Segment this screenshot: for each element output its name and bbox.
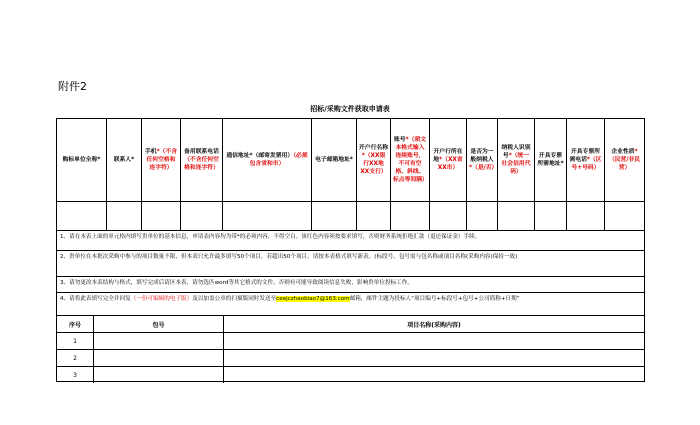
postcode-header: 电子邮箱地址* bbox=[312, 119, 357, 201]
input-cell[interactable] bbox=[430, 202, 467, 230]
row-number: 2 bbox=[57, 350, 94, 366]
note-3: 3、请勿更改本表结构与格式，填写完成后请区本表，请勿选匹word等其它格式的文件，否则有可能导致阅读信息失败，影响贵单位投标工作。 bbox=[57, 276, 644, 292]
package-cell[interactable] bbox=[94, 333, 224, 349]
taxpayer-header: 是否为一般纳税人*（是/否） bbox=[467, 119, 498, 201]
bidder-name-header: 购标单位全称* bbox=[57, 119, 107, 201]
package-cell[interactable] bbox=[94, 350, 224, 366]
project-column-header: 项目名称(采购内容) bbox=[407, 321, 461, 329]
project-name-cell[interactable] bbox=[224, 333, 644, 349]
attachment-label: 附件2 bbox=[58, 80, 87, 93]
data-entry-row bbox=[57, 201, 644, 230]
input-cell[interactable] bbox=[498, 202, 535, 230]
package-cell[interactable] bbox=[94, 367, 224, 383]
input-cell[interactable] bbox=[312, 202, 357, 230]
input-cell[interactable] bbox=[467, 202, 498, 230]
project-row bbox=[57, 366, 644, 383]
note-4 bbox=[57, 292, 644, 315]
input-cell[interactable] bbox=[57, 202, 107, 230]
note-4-send: 同时发送至 bbox=[248, 296, 277, 302]
application-form bbox=[56, 118, 645, 382]
invoice-phone-header: 开具专票所需电话*（区号+号码） bbox=[567, 119, 605, 201]
form-title: 招标/采购文件获取申请表 bbox=[310, 105, 390, 113]
mobile-header: 手机*（不含任何空格和连字符） bbox=[142, 119, 181, 201]
project-table-header bbox=[57, 315, 644, 332]
email-address-link[interactable]: ceejczhaobiao7@163.com bbox=[276, 296, 350, 302]
note-4-and: 及以加盖公章的扫描版 bbox=[192, 296, 249, 302]
row-number: 3 bbox=[57, 367, 94, 383]
row-number: 1 bbox=[57, 333, 94, 349]
project-row bbox=[57, 349, 644, 366]
input-cell[interactable] bbox=[142, 202, 181, 230]
project-name-cell[interactable] bbox=[224, 350, 644, 366]
note-4-subject: 邮箱，邮件主题为投标人“项目编号+标段号+包号+公司简称+日期” bbox=[349, 296, 520, 302]
contact-header: 联系人* bbox=[107, 119, 142, 201]
bank-location-header: 开户行所在地*（XX省XX市） bbox=[430, 119, 467, 201]
input-cell[interactable] bbox=[107, 202, 142, 230]
input-cell[interactable] bbox=[223, 202, 312, 230]
address-header: 通信地址*（邮寄发票用）（必须包含省和市） bbox=[223, 119, 312, 201]
header-row bbox=[57, 119, 644, 201]
input-cell[interactable] bbox=[605, 202, 644, 230]
company-type-header: 企业性质*（民营/非民营） bbox=[608, 149, 641, 171]
input-cell[interactable] bbox=[567, 202, 605, 230]
bank-name-header: 开户行名称*（XX银行XX地XX支行） bbox=[357, 119, 391, 201]
tax-id-header: 纳税人识别号*（统一社会信用代码） bbox=[498, 119, 535, 201]
backup-phone-header: 备用联系电话（不含任何空格和连字符） bbox=[181, 119, 223, 201]
package-column-header: 包号 bbox=[94, 316, 224, 332]
project-name-cell[interactable] bbox=[224, 367, 644, 383]
invoice-address-header: 开具专票所需地址* bbox=[535, 119, 567, 201]
seq-column-header: 序号 bbox=[57, 316, 94, 332]
note-4-lead: 4、请将此表填写完全并回复 bbox=[60, 296, 131, 302]
project-row bbox=[57, 332, 644, 349]
note-1: 1、请在本表上面的单元格内填写贵单位的基本信息，申请表内容均为带*的必须内容，不得空白。该红色内容须按要求填写，否则财务系统拒绝汇款（退还保证金）手续。 bbox=[57, 230, 644, 250]
note-4-editable: （一份可编辑的电子版） bbox=[130, 296, 193, 302]
input-cell[interactable] bbox=[181, 202, 223, 230]
input-cell[interactable] bbox=[357, 202, 391, 230]
input-cell[interactable] bbox=[391, 202, 430, 230]
note-2: 2、贵单位在本批次采购中参与的项目数量不限，但本表只允许最多填写50个项目，若超出50个项目，请按本表格式填写新表。(标段号、包号需与包名称或项目名称(采购内容)保持一致) bbox=[57, 250, 644, 276]
account-header: 账号*（须文本格式输入连续账号，不可有空格、斜线、标点等间隔） bbox=[391, 119, 430, 201]
input-cell[interactable] bbox=[535, 202, 567, 230]
